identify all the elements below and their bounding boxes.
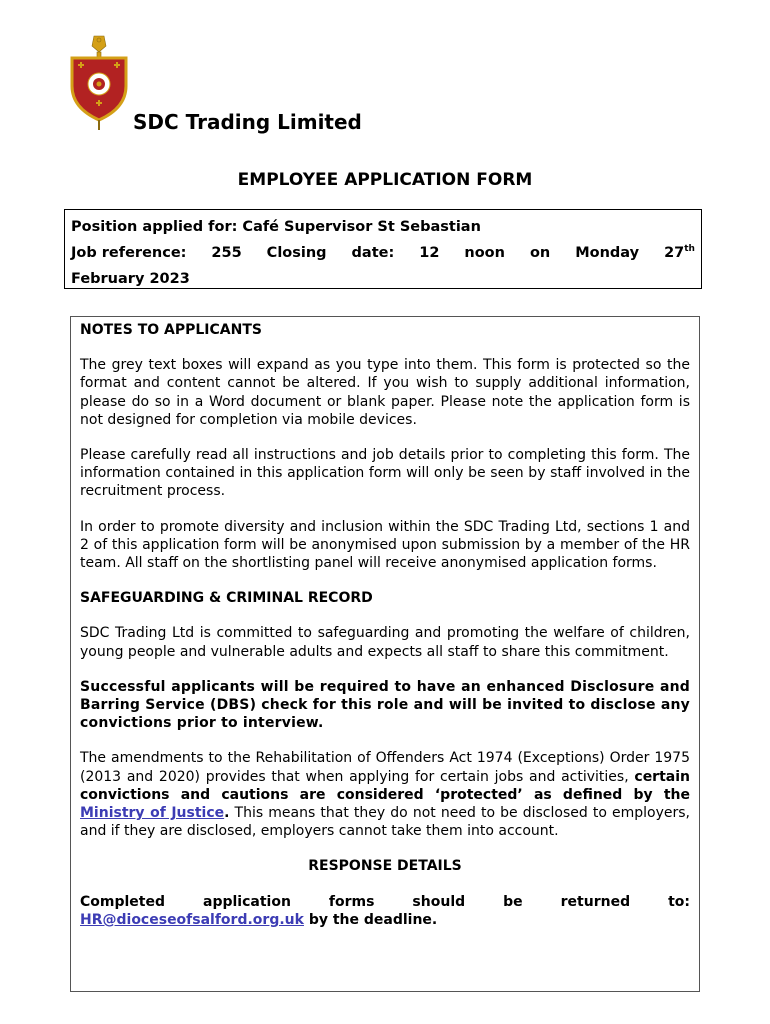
closing-word: date: [351,245,395,261]
hr-email-link[interactable]: HR@dioceseofsalford.org.uk [80,911,304,928]
form-title: EMPLOYEE APPLICATION FORM [237,170,533,190]
notes-paragraph: The grey text boxes will expand as you type into them. This form is protected so the format and content cannot be altered. If you wish to supply additional information, please do so in a Word document or blank paper. Please note the application form is not designed for completion via mobile devices. [80,357,690,428]
closing-word: Monday [575,245,640,261]
closing-word: 12 [419,245,440,261]
ministry-of-justice-link[interactable]: Ministry of Justice [80,805,225,822]
response-email-line: HR@dioceseofsalford.org.uk by the deadline. [80,911,438,928]
ordinal-suffix: th [684,244,695,255]
safeguarding-heading: SAFEGUARDING & CRIMINAL RECORD [80,590,373,607]
response-heading: RESPONSE DETAILS [308,858,462,875]
safeguarding-paragraph: SDC Trading Ltd is committed to safeguarding and promoting the welfare of children, young people and vulnerable adults and expects all staff to share this commitment. [80,625,690,660]
job-reference-value: 255 [211,245,242,261]
notes-paragraph: In order to promote diversity and inclusion within the SDC Trading Ltd, sections 1 and 2 of this application form will be anonymised upon submission by a member of the HR team. All staff on the shortlisting panel will receive anonymised application forms. [80,518,690,572]
closing-word: Closing [266,245,327,261]
notes-to-applicants-box [70,316,700,992]
company-name: SDC Trading Limited [133,110,362,134]
closing-date-month-year: February 2023 [71,271,190,287]
closing-word: on [529,245,551,261]
notes-paragraph: Please carefully read all instructions and job details prior to completing this form. The information contained in this application form will only be seen by staff involved in the recruitment process. [80,447,690,500]
diocesan-crest-icon [68,34,130,132]
closing-word: noon [464,245,505,261]
job-reference-line [71,240,695,266]
position-details-box [64,209,702,289]
position-applied-for: Position applied for: Café Supervisor St Sebastian [71,219,481,235]
response-instructions: Completed application forms should be returned to: [80,893,690,910]
rehabilitation-paragraph: The amendments to the Rehabilitation of Offenders Act 1974 (Exceptions) Order 1975 (2013 and 2020) provides that when applying for certain jobs and activities, certain convictions and cautions are considered ‘protected’ as defined by the Ministry of Justice. This means that they do not need to be disclosed to employers, and if they are disclosed, employers cannot take them into account. [80,750,690,840]
closing-day: 27th [664,244,695,261]
dbs-requirement: Successful applicants will be required to have an enhanced Disclosure and Barring Service (DBS) check for this role and will be invited to disclose any convictions prior to interview. [80,678,690,732]
notes-heading: NOTES TO APPLICANTS [80,322,262,338]
job-reference-label: Job reference: [71,245,187,261]
